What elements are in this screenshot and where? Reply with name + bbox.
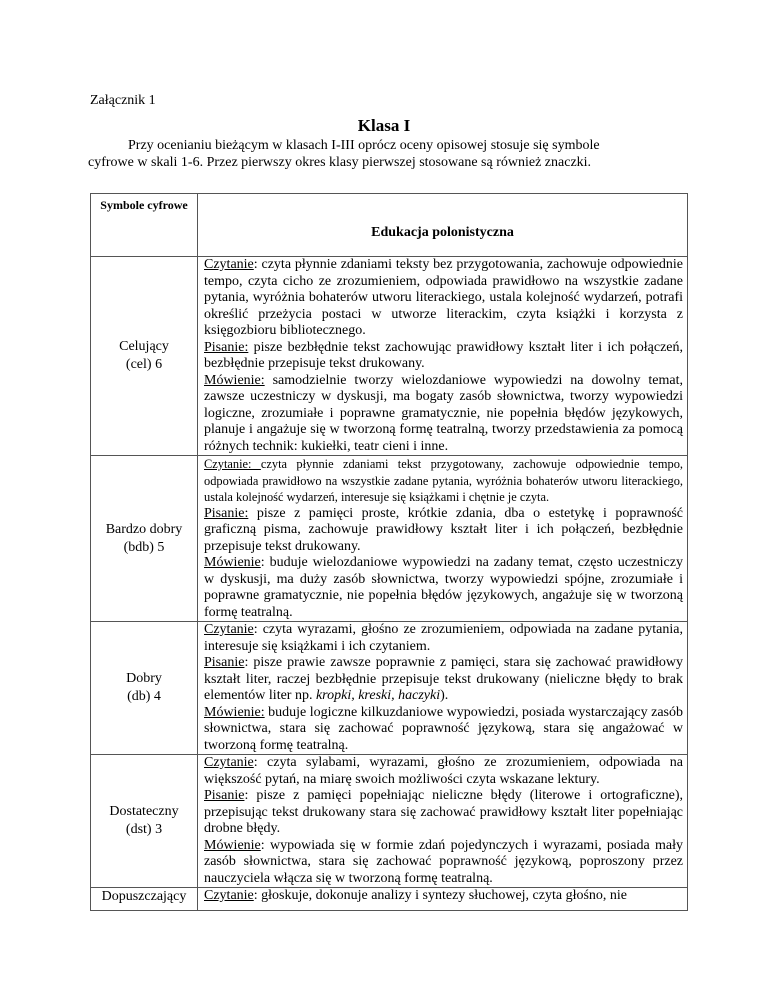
writing-italic: kropki, kreski, haczyki bbox=[315, 688, 441, 703]
reading-text: czyta płynnie zdaniami tekst przygotowany, zachowuje odpowiednie tempo, odpowiada prawidłowo na wszystkie zadane pytania, wyróżnia bohaterów utworu literackiego, ustala kolejność wydarzeń, interesuje się książkami i chętnie je czyta. bbox=[204, 457, 683, 504]
grade-name: Dostateczny bbox=[109, 804, 179, 819]
grade-cell bbox=[91, 622, 198, 755]
speaking-label: Mówienie: bbox=[204, 704, 265, 720]
grade-cell bbox=[91, 888, 198, 911]
writing-label: Pisanie: bbox=[204, 505, 249, 521]
speaking-text: : wypowiada się w formie zdań pojedynczych i wyrazami, posiada mały zasób słownictwa, stara się zachować poprawność językową, poproszony przez nauczyciela włącza się w tworzoną formę teatralną. bbox=[204, 837, 683, 886]
description-cell bbox=[198, 257, 688, 456]
speaking-label: Mówienie bbox=[204, 555, 261, 570]
speaking-text: buduje logiczne kilkuzdaniowe wypowiedzi, posiada wystarczający zasób słownictwa, stara się zachować poprawność językową, stara się angażować w tworzoną formę teatralną. bbox=[204, 704, 683, 753]
header-symbols: Symbole cyfrowe bbox=[91, 194, 198, 257]
intro-line-1: Przy ocenianiu bieżącym w klasach I-III oprócz oceny opisowej stosuje się symbole bbox=[128, 138, 600, 153]
annex-label: Załącznik 1 bbox=[90, 93, 156, 108]
reading-label: Czytanie bbox=[204, 257, 254, 272]
table-row bbox=[91, 257, 688, 456]
page-title: Klasa I bbox=[357, 116, 411, 135]
header-subject: Edukacja polonistyczna bbox=[198, 194, 688, 257]
grade-name: Dopuszczający bbox=[101, 889, 187, 904]
grade-code: (cel) 6 bbox=[125, 357, 163, 372]
grade-code: (bdb) 5 bbox=[123, 539, 165, 555]
writing-text: pisze z pamięci proste, krótkie zdania, dba o estetykę i poprawność graficzną pisma, zachowuje prawidłowy kształt liter i ich połączeń, bezbłędnie przepisuje tekst drukowany. bbox=[204, 505, 683, 554]
description-cell bbox=[198, 622, 688, 755]
speaking-text: samodzielnie tworzy wielozdaniowe wypowiedzi na dowolny temat, zawsze uczestniczy w dyskusji, ma bogaty zasób słownictwa, tworzy wypowiedzi logiczne, zrozumiałe i poprawne gramatycznie, nie popełnia błędów językowych, planuje i angażuje się w tworzoną formę teatralną, tworzy przedstawienia za pomocą różnych technik: kukiełki, teatr cieni i inne. bbox=[204, 372, 683, 454]
intro-paragraph bbox=[88, 137, 688, 171]
reading-text: : czyta płynnie zdaniami teksty bez przygotowania, zachowuje odpowiednie tempo, czyta cicho ze zrozumieniem, odpowiada prawidłowo na wszystkie zadane pytania, wyróżnia bohaterów utworu literackiego, ustala kolejność wydarzeń, potrafi określić przeżycia postaci w utworze literackim, czyta książki i korzysta z księgozbioru bibliotecznego. bbox=[204, 257, 683, 338]
writing-label: Pisanie bbox=[204, 655, 245, 670]
description-cell bbox=[198, 755, 688, 888]
table-row bbox=[91, 755, 688, 888]
description-cell bbox=[198, 888, 688, 911]
grading-table bbox=[90, 193, 688, 911]
table-row bbox=[91, 622, 688, 755]
grade-cell bbox=[91, 755, 198, 888]
speaking-text: : buduje wielozdaniowe wypowiedzi na zadany temat, często uczestniczy w dyskusji, ma duży zasób słownictwa, tworzy wypowiedzi spójne, zrozumiałe i poprawne gramatycznie, nie popełnia błędów językowych, angażuje się w tworzoną formę teatralną. bbox=[204, 555, 683, 620]
reading-text: : czyta wyrazami, głośno ze zrozumieniem, odpowiada na zadane pytania, interesuje się książkami i ich czytaniem. bbox=[204, 622, 683, 654]
reading-label: Czytanie bbox=[204, 755, 254, 770]
writing-text: : pisze z pamięci popełniając nieliczne błędy (literowe i ortograficzne), przepisując tekst drukowany stara się zachować prawidłowy kształt liter popełniając drobne błędy. bbox=[204, 788, 683, 836]
writing-end: ). bbox=[440, 688, 449, 703]
writing-label: Pisanie bbox=[204, 788, 245, 803]
grade-code: (db) 4 bbox=[127, 689, 161, 704]
grade-cell bbox=[91, 257, 198, 456]
grade-name: Celujący bbox=[119, 339, 169, 354]
speaking-label: Mówienie: bbox=[204, 372, 265, 388]
writing-label: Pisanie: bbox=[204, 339, 249, 355]
table-row bbox=[91, 456, 688, 622]
grade-code: (dst) 3 bbox=[125, 822, 163, 837]
reading-label: Czytanie: bbox=[204, 457, 261, 471]
description-cell bbox=[198, 456, 688, 622]
intro-line-2: cyfrowe w skali 1-6. Przez pierwszy okres klasy pierwszej stosowane są również znaczki. bbox=[88, 155, 592, 170]
table-header-row bbox=[91, 194, 688, 257]
writing-text: pisze bezbłędnie tekst zachowując prawidłowy kształt liter i ich połączeń, bezbłędnie przepisuje tekst drukowany. bbox=[204, 339, 683, 371]
reading-text: : czyta sylabami, wyrazami, głośno ze zrozumieniem, odpowiada na większość pytań, na miarę swoich możliwości czyta wskazane lektury. bbox=[204, 755, 683, 787]
speaking-label: Mówienie bbox=[204, 837, 261, 853]
grade-name: Bardzo dobry bbox=[105, 521, 183, 537]
reading-text: : głoskuje, dokonuje analizy i syntezy słuchowej, czyta głośno, nie bbox=[253, 888, 628, 903]
table-row bbox=[91, 888, 688, 911]
grade-cell bbox=[91, 456, 198, 622]
writing-text: : pisze prawie zawsze poprawnie z pamięci, stara się zachować prawidłowy kształt liter, raczej bezbłędnie przepisuje tekst drukowany (nieliczne błędy to brak elementów liter np. bbox=[204, 655, 683, 703]
grade-name: Dobry bbox=[126, 671, 162, 686]
reading-label: Czytanie bbox=[204, 888, 254, 903]
reading-label: Czytanie bbox=[204, 622, 254, 637]
